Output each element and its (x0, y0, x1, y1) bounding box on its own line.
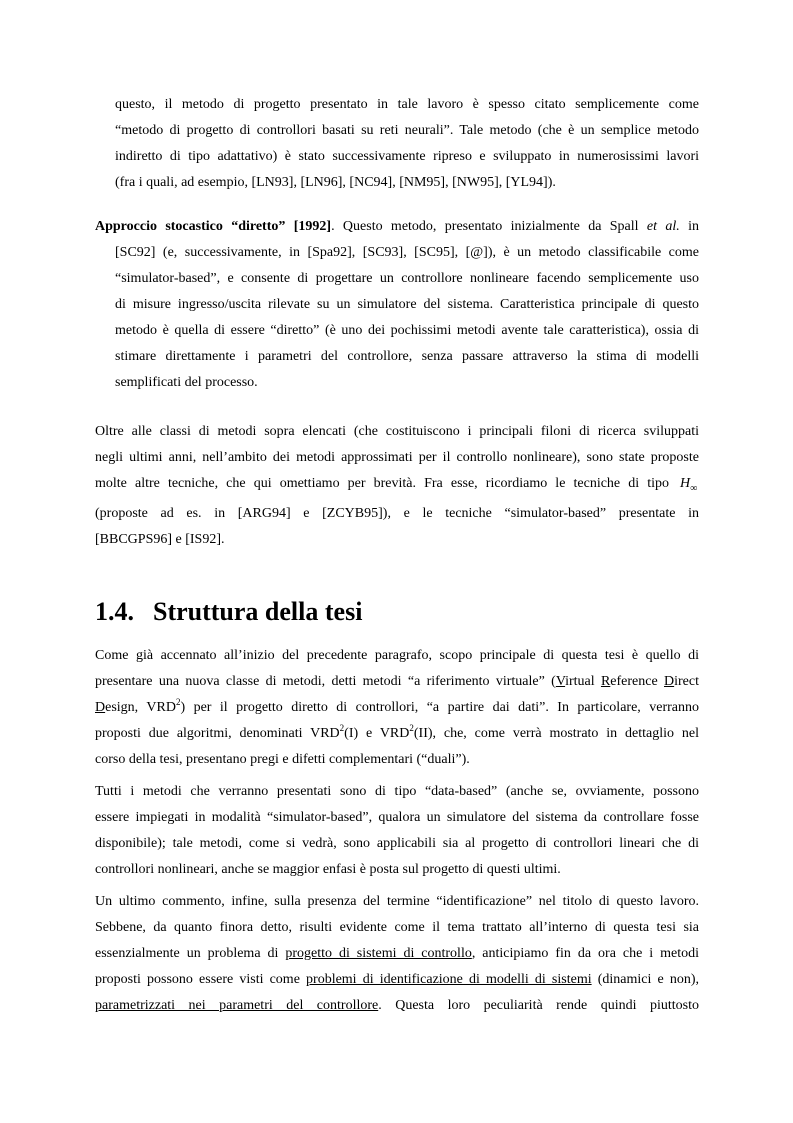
text-span: esign, VRD (105, 700, 176, 715)
section-heading (95, 597, 362, 627)
text-line: semplificati del processo. (115, 375, 258, 390)
text-span: proposti due algoritmi, denominati VRD (95, 726, 340, 741)
text-span: essenzialmente un problema di (95, 946, 286, 961)
text-span: proposti possono essere visti come (95, 972, 307, 987)
text-line: indiretto di tipo adattativo) è stato successivamente ripreso e sviluppato in numerosissimi lavori (115, 149, 699, 164)
text-line: negli ultimi anni, nell’ambito dei metodi approssimati per il controllo nonlineare), sono state proposte (95, 450, 699, 465)
text-span: (II), che, come verrà mostrato in dettaglio nel (413, 726, 699, 741)
text-line: “metodo di progetto di controllori basati su reti neurali”. Tale metodo (che è un semplice metodo (115, 123, 699, 138)
math-symbol: H (680, 476, 691, 491)
text-line: molte altre tecniche, che qui omettiamo per brevità. Fra esse, ricordiamo le tecniche di tipo (95, 476, 669, 491)
text-line: Tutti i metodi che verranno presentati sono di tipo “data-based” (anche se, ovviamente, possono (95, 784, 699, 799)
text-line (95, 946, 699, 962)
item-title: Approccio stocastico “diretto” [1992] (95, 219, 332, 234)
text-span: irtual (565, 674, 601, 689)
text-line: (proposte ad es. in [ARG94] e [ZCYB95]), e le tecniche “simulator-based” presentate in (95, 506, 699, 521)
text-line (95, 674, 699, 690)
text-span: , anticipiamo fin da ora che i metodi (471, 946, 699, 961)
text-span: presentare una nuova classe di metodi, detti metodi “a riferimento virtuale” ( (95, 674, 556, 689)
text-line: metodo è quella di essere “diretto” (è uno dei pochissimi metodi avente tale caratteristica), ossia di (115, 323, 699, 338)
text-line: corso della tesi, presentano pregi e difetti complementari (“duali”). (95, 752, 470, 767)
text-span: . Questo metodo, presentato inizialmente da Spall (331, 219, 647, 234)
text-line: [SC92] (e, successivamente, in [Spa92], [SC93], [SC95], [@]), è un metodo classificabile come (115, 245, 699, 260)
section-number: 1.4. (95, 597, 134, 626)
text-line: (fra i quali, ad esempio, [LN93], [LN96], [NC94], [NM95], [NW95], [YL94]). (115, 175, 556, 190)
text-line: Oltre alle classi di metodi sopra elencati (che costituiscono i principali filoni di ricerca sviluppati (95, 424, 699, 439)
text-span: (dinamici e non), (591, 972, 699, 987)
text-line: essere impiegati in modalità “simulator-based”, qualora un simulatore del sistema da controllare fosse (95, 810, 699, 825)
text-line: [BBCGPS96] e [IS92]. (95, 532, 225, 547)
text-line: Come già accennato all’inizio del precedente paragrafo, scopo principale di questa tesi è quello di (95, 648, 699, 663)
text-span: ) per il progetto diretto di controllori, “a partire dai dati”. In particolare, verranno (180, 700, 699, 715)
text-line: Un ultimo commento, infine, sulla presenza del termine “identificazione” nel titolo di questo lavoro. (95, 894, 699, 909)
text-line (95, 998, 699, 1014)
section-title: Struttura della tesi (153, 597, 363, 626)
text-span: et al. (646, 219, 680, 234)
underlined-phrase: problemi di identificazione di modelli di sistemi (306, 972, 592, 987)
acronym-letter: D (95, 700, 106, 715)
superscript: 2 (409, 723, 414, 733)
text-line: di misure ingresso/uscita rilevate su un simulatore del sistema. Caratteristica principale di questo (115, 297, 699, 312)
text-span: . Questa loro peculiarità rende quindi piuttosto (378, 998, 699, 1013)
text-span: eference (610, 674, 664, 689)
text-line: disponibile); tale metodi, come si vedrà, sono applicabili sia al progetto di controllori lineari che di (95, 836, 699, 851)
math-subscript: ∞ (690, 483, 698, 494)
text-line (95, 219, 699, 235)
superscript: 2 (339, 723, 345, 733)
text-line (95, 972, 699, 988)
acronym-letter: D (664, 674, 675, 689)
text-line (95, 723, 699, 742)
text-line: controllori nonlineari, anche se maggior enfasi è posta sul progetto di questi ultimi. (95, 862, 561, 877)
text-span: (I) e VRD (344, 726, 410, 741)
acronym-letter: R (600, 674, 611, 689)
text-line: stimare direttamente i parametri del controllore, senza passare attraverso la stima di modelli (115, 349, 699, 364)
acronym-letter: V (555, 674, 566, 689)
text-line: Sebbene, da quanto finora detto, risulti evidente come il tema trattato all’interno di questa tesi sia (95, 920, 699, 935)
h-infinity-symbol (680, 476, 697, 497)
text-line (95, 697, 699, 716)
text-line: questo, il metodo di progetto presentato in tale lavoro è spesso citato semplicemente come (115, 97, 699, 112)
superscript: 2 (175, 697, 181, 707)
text-span: irect (674, 674, 699, 689)
underlined-phrase: progetto di sistemi di controllo (285, 946, 472, 961)
text-line: “simulator-based”, e consente di progettare un controllore nonlineare facendo semplicemente uso (115, 271, 699, 286)
underlined-phrase: parametrizzati nei parametri del controllore (95, 998, 379, 1013)
text-span: in (679, 219, 700, 234)
